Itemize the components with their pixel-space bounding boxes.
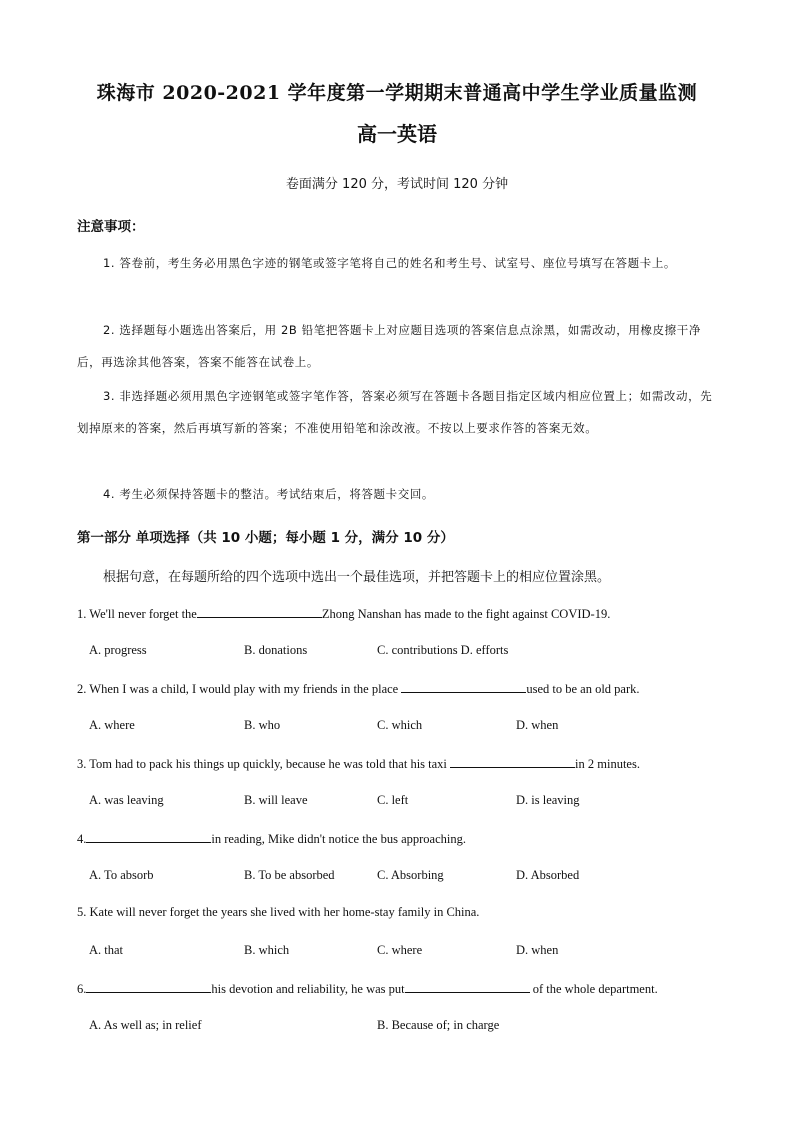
answer-blank xyxy=(197,605,322,618)
option: C. Absorbing xyxy=(377,868,444,882)
option: A. where xyxy=(89,718,135,732)
notice-heading: 注意事项： xyxy=(77,219,145,235)
option: A. that xyxy=(89,943,124,957)
option: B. To be absorbed xyxy=(244,868,335,882)
option: C. contributions D. efforts xyxy=(377,643,509,657)
exam-info: 卷面满分 120 分，考试时间 120 分钟 xyxy=(285,177,509,192)
option: B. will leave xyxy=(244,793,308,807)
part1-heading: 第一部分 单项选择（共 10 小题；每小题 1 分，满分 10 分） xyxy=(77,530,454,546)
question-5: 5. Kate will never forget the years she lived with her home-stay family in China. xyxy=(77,905,480,919)
notice-item-1: 1. 答卷前，考生务必用黑色字迹的钢笔或签字笔将自己的姓名和考生号、试室号、座位号填写在答题卡上。 xyxy=(103,256,677,270)
notice-item-2: 2. 选择题每小题选出答案后，用 2B 铅笔把答题卡上对应题目选项的答案信息点涂黑，如需改动，用橡皮擦干净后，再选涂其他答案，答案不能答在试卷上。 xyxy=(77,323,701,369)
notice-item-3: 3. 非选择题必须用黑色字迹钢笔或签字笔作答，答案必须写在答题卡各题目指定区域内相应位置上；如需改动，先划掉原来的答案，然后再填写新的答案；不准使用铅笔和涂改液。不按以上要求作答的答案无效。 xyxy=(77,389,713,435)
option: A. was leaving xyxy=(89,793,164,807)
exam-title: 珠海市 2020-2021 学年度第一学期期末普通高中学生学业质量监测 xyxy=(96,82,698,104)
subject-title: 高一英语 xyxy=(357,122,437,146)
option: A. As well as; in relief xyxy=(89,1018,202,1032)
option: A. To absorb xyxy=(89,868,154,882)
option: B. which xyxy=(244,943,290,957)
question-3: 3. Tom had to pack his things up quickly, because he was told that his taxi in 2 minutes. xyxy=(77,757,640,771)
option: C. which xyxy=(377,718,423,732)
question-6: 6. his devotion and reliability, he was put of the whole department. xyxy=(77,982,658,996)
option: B. donations xyxy=(244,643,308,657)
question-4: 4. in reading, Mike didn't notice the bus approaching. xyxy=(77,832,466,846)
part1-instruction: 根据句意，在每题所给的四个选项中选出一个最佳选项，并把答题卡上的相应位置涂黑。 xyxy=(103,570,611,585)
option: D. is leaving xyxy=(516,793,580,807)
answer-blank xyxy=(86,830,211,843)
answer-blank xyxy=(450,755,575,768)
option: D. Absorbed xyxy=(516,868,580,882)
option: A. progress xyxy=(89,643,147,657)
question-2: 2. When I was a child, I would play with my friends in the place used to be an old park. xyxy=(77,682,640,696)
option: B. Because of; in charge xyxy=(377,1018,500,1032)
notice-item-4: 4. 考生必须保持答题卡的整洁。考试结束后，将答题卡交回。 xyxy=(103,487,435,501)
option: C. left xyxy=(377,793,409,807)
option: D. when xyxy=(516,718,559,732)
option: D. when xyxy=(516,943,559,957)
option: B. who xyxy=(244,718,281,732)
answer-blank xyxy=(401,680,526,693)
question-1: 1. We'll never forget the Zhong Nanshan has made to the fight against COVID-19. xyxy=(77,607,611,621)
answer-blank xyxy=(86,980,211,993)
option: C. where xyxy=(377,943,423,957)
answer-blank xyxy=(405,980,530,993)
